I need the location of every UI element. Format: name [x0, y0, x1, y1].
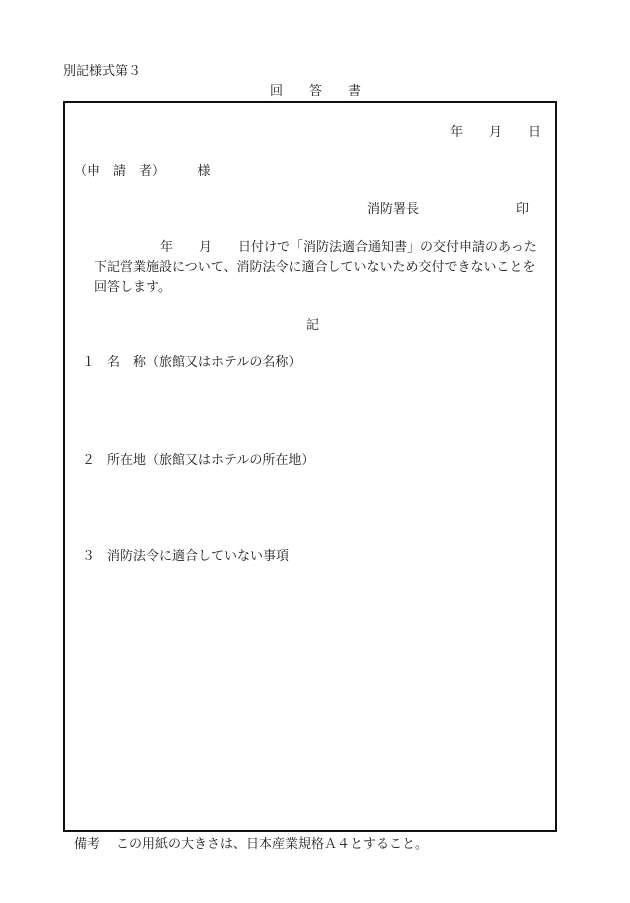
- date-line: 年 月 日: [449, 125, 541, 140]
- item-number: １: [82, 355, 96, 370]
- item-number: ３: [82, 549, 96, 564]
- list-item: [82, 355, 301, 372]
- list-item: [82, 549, 289, 566]
- applicant-line: （申 請 者） 様: [74, 164, 211, 179]
- item-label: 消防法令に適合していない事項: [107, 549, 290, 564]
- list-item: [82, 453, 314, 470]
- body-line: 年 月 日付けで「消防法適合通知書」の交付申請のあった: [160, 240, 537, 255]
- body-line: 下記営業施設について、消防法令に適合していないため交付できないことを: [94, 260, 536, 275]
- form-box: [63, 101, 557, 832]
- seal-mark: 印: [516, 202, 530, 217]
- item-label: 名 称（旅館又はホテルの名称）: [107, 355, 302, 370]
- note-text: この用紙の大きさは、日本産業規格Ａ４とすること。: [116, 837, 429, 852]
- footnote: [74, 837, 428, 854]
- body-line: 回答します。: [94, 280, 171, 295]
- document-title: 回 答 書: [270, 84, 362, 99]
- body-paragraph: [94, 238, 537, 298]
- ki-heading: 記: [306, 318, 320, 333]
- item-label: 所在地（旅館又はホテルの所在地）: [107, 453, 315, 468]
- fire-chief-label: 消防署長: [367, 202, 420, 217]
- item-number: ２: [82, 453, 96, 468]
- form-number: 別記様式第３: [63, 64, 142, 79]
- note-label: 備考: [74, 837, 101, 852]
